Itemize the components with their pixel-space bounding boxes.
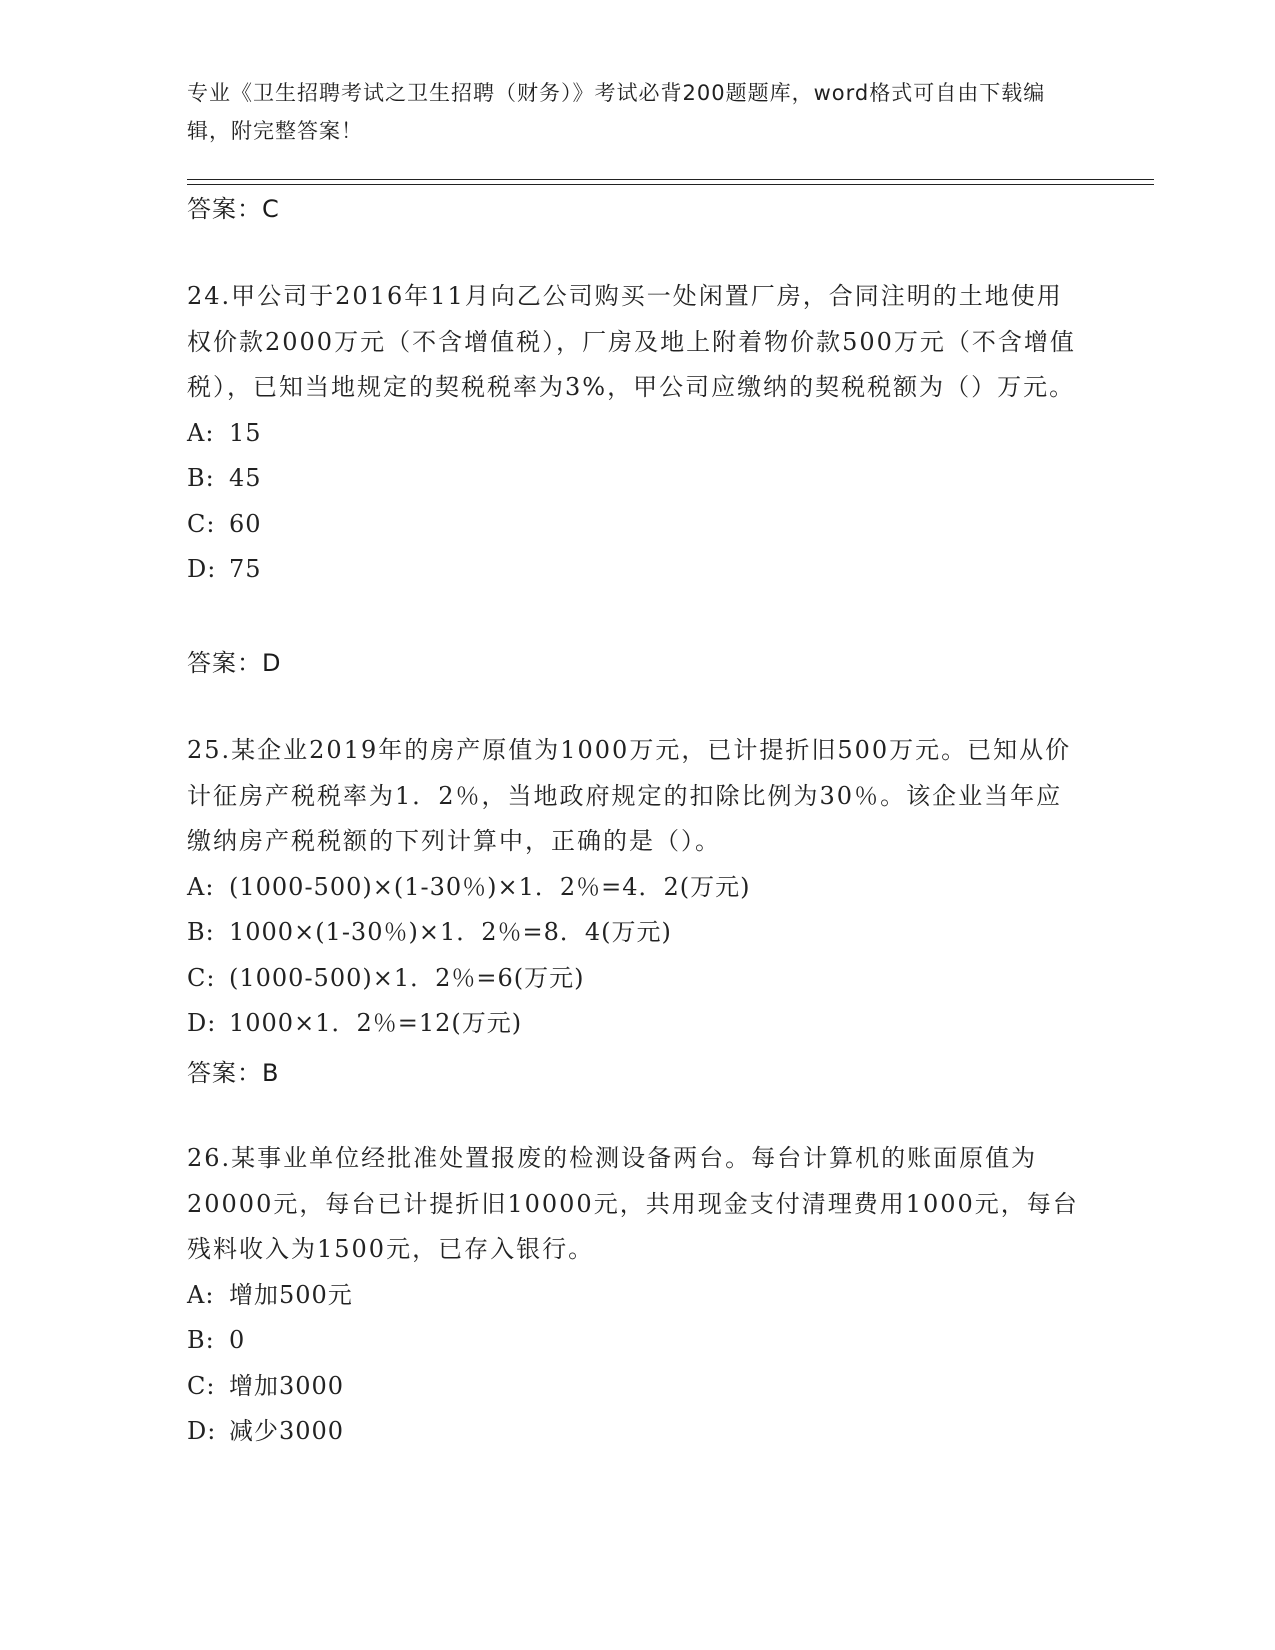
option-letter: A: — [187, 872, 215, 901]
option-d — [187, 1409, 1087, 1455]
question-stem: 25.某企业2019年的房产原值为1000万元，已计提折旧500万元。已知从价计征房产税税率为1．2％，当地政府规定的扣除比例为30％。该企业当年应缴纳房产税税额的下列计算中，正确的是（）。 — [187, 736, 1072, 855]
option-b — [187, 1318, 1087, 1364]
option-letter: B: — [187, 918, 215, 946]
option-d — [187, 547, 1087, 593]
option-text: 45 — [229, 464, 262, 492]
option-letter: C: — [187, 509, 216, 538]
answer-label: 答案：C — [187, 195, 280, 223]
option-c — [187, 502, 1087, 548]
option-text: 增加3000 — [229, 1371, 345, 1400]
option-text: (1000-500)×1．2％=6(万元) — [229, 963, 585, 992]
question-24 — [187, 274, 1087, 593]
option-text: 75 — [229, 555, 262, 583]
option-letter: D: — [187, 1417, 217, 1445]
option-text: 60 — [229, 509, 262, 538]
option-letter: D: — [187, 555, 217, 583]
option-a — [187, 1273, 1087, 1319]
question-26 — [187, 1136, 1087, 1455]
option-text: 1000×1．2％=12(万元) — [229, 1009, 523, 1037]
answer-label: 答案：B — [187, 1059, 280, 1087]
option-c — [187, 1364, 1087, 1410]
option-list — [187, 865, 1087, 1047]
option-a — [187, 865, 1087, 911]
question-stem: 26.某事业单位经批准处置报废的检测设备两台。每台计算机的账面原值为20000元，每台已计提折旧10000元，共用现金支付清理费用1000元，每台残料收入为1500元，已存入银行。 — [187, 1144, 1079, 1263]
option-b — [187, 910, 1087, 956]
option-letter: A: — [187, 1280, 215, 1309]
option-text: 15 — [229, 418, 262, 447]
option-letter: B: — [187, 464, 215, 492]
option-text: 0 — [229, 1326, 246, 1354]
answer-label: 答案：D — [187, 649, 282, 677]
option-letter: D: — [187, 1009, 217, 1037]
option-list — [187, 1273, 1087, 1455]
option-d — [187, 1001, 1087, 1047]
header-divider — [187, 179, 1154, 180]
document-header: 专业《卫生招聘考试之卫生招聘（财务）》考试必背200题题库，word格式可自由下载编辑，附完整答案！ — [187, 81, 1046, 143]
option-text: 减少3000 — [229, 1417, 345, 1445]
option-c — [187, 956, 1087, 1002]
question-25 — [187, 728, 1087, 1047]
option-list — [187, 411, 1087, 593]
option-a — [187, 411, 1087, 457]
option-b — [187, 456, 1087, 502]
option-letter: C: — [187, 963, 216, 992]
option-text: 1000×(1-30％)×1．2％=8．4(万元) — [229, 918, 672, 946]
option-letter: A: — [187, 418, 215, 447]
option-text: 增加500元 — [229, 1280, 353, 1309]
question-stem: 24.甲公司于2016年11月向乙公司购买一处闲置厂房，合同注明的土地使用权价款2000万元（不含增值税），厂房及地上附着物价款500万元（不含增值税），已知当地规定的契税税率为3%，甲公司应缴纳的契税税额为（）万元。 — [187, 282, 1076, 401]
header-divider-double — [187, 184, 1154, 185]
option-text: (1000-500)×(1-30％)×1．2％=4．2(万元) — [229, 872, 751, 901]
option-letter: B: — [187, 1326, 215, 1354]
option-letter: C: — [187, 1371, 216, 1400]
